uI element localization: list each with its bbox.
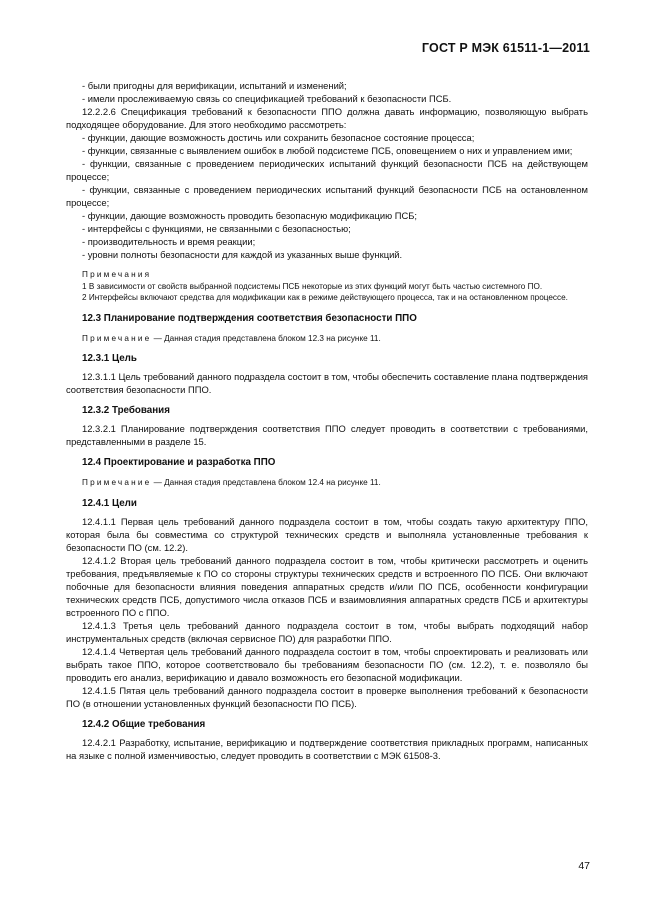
list-item: - имели прослеживаемую связь со спецификацией требований к безопасности ПСБ. (82, 93, 452, 104)
section-heading-12-3: 12.3 Планирование подтверждения соответствия безопасности ППО (82, 312, 417, 324)
stage-note: Примечание — Данная стадия представлена блоком 12.3 на рисунке 11. (82, 333, 381, 343)
document-body (66, 79, 588, 762)
paragraph-12-2-2-6: 12.2.2.6 Спецификация требований к безопасности ППО должна давать информацию, позволяющую выбрать подходящее оборудование. Для этого необходимо рассмотреть: (66, 106, 588, 130)
notes-heading: Примечания (82, 270, 152, 279)
goal-paragraph: 12.4.1.2 Вторая цель требований данного подраздела состоит в том, чтобы критически рассмотреть и оценить требования, предъявляемые к ПО со стороны структуры технических средств и встроенного ПО ПСБ. Они включают побочные для безопасности влияния поведения аппаратных средств и/или ПО ПСБ, особенности конфигурации технических средств ПСБ, допустимого числа отказов ПСБ и взаимовлияния аппаратных средств ПСБ и архитектуры встроенного ПО с ППО. (66, 554, 588, 618)
subsection-heading-12-3-1: 12.3.1 Цель (82, 353, 137, 365)
paragraph-12-3-1-1: 12.3.1.1 Цель требований данного подраздела состоит в том, чтобы обеспечить составление плана подтверждения соответствия безопасности ППО. (66, 371, 589, 396)
subsection-heading-12-3-2: 12.3.2 Требования (82, 405, 170, 417)
document-header: ГОСТ Р МЭК 61511-1—2011 (421, 41, 590, 55)
list-item: - функции, дающие возможность проводить безопасную модификацию ПСБ; (82, 210, 417, 221)
stage-note: Примечание — Данная стадия представлена блоком 12.4 на рисунке 11. (82, 478, 381, 488)
list-item: - функции, связанные с проведением периодических испытаний функций безопасности ПСБ на остановленном процессе; (66, 184, 588, 208)
list-item: - функции, дающие возможность достичь или сохранить безопасное состояние процесса; (82, 132, 475, 143)
goal-paragraph: 12.4.1.5 Пятая цель требований данного подраздела состоит в проверке выполнения требований к безопасности ПО (в отношении установленных функций безопасности ПО ПСБ). (66, 684, 588, 709)
list-item: - функции, связанные с проведением периодических испытаний функций безопасности ПСБ на действующем процессе; (66, 158, 588, 182)
page-number: 47 (578, 860, 590, 872)
list-item: - были пригодны для верификации, испытаний и изменений; (82, 80, 347, 91)
subsection-heading-12-4-2: 12.4.2 Общие требования (82, 718, 206, 730)
list-item: - производительность и время реакции; (82, 236, 256, 247)
list-item: - функции, связанные с выявлением ошибок в любой подсистеме ПСБ, оповещением о них и управлением ими; (82, 145, 573, 156)
note-item: 2 Интерфейсы включают средства для модификации как в режиме действующего процесса, так и на остановленном процессе. (82, 293, 568, 303)
goal-paragraph: 12.4.1.1 Первая цель требований данного подраздела состоит в том, чтобы создать такую архитектуру ППО, которая была бы совместима со структурой технических средств и выполняла установленные требования к безопасности ПО (см. 12.2). (66, 515, 588, 553)
goal-paragraph: 12.4.1.3 Третья цель требований данного подраздела состоит в том, чтобы выбрать подходящий набор инструментальных средств (включая сервисное ПО) для разработки ППО. (66, 619, 588, 644)
note-item: 1 В зависимости от свойств выбранной подсистемы ПСБ некоторые из этих функций могут быть частью системного ПО. (82, 281, 543, 291)
paragraph-12-4-2-1: 12.4.2.1 Разработку, испытание, верификацию и подтверждение соответствия прикладных программ, написанных на языке с полной изменчивостью, следует проводить в соответствии с МЭК 61508-3. (66, 736, 588, 761)
list-item: - интерфейсы с функциями, не связанными с безопасностью; (82, 223, 351, 234)
section-heading-12-4: 12.4 Проектирование и разработка ППО (82, 457, 276, 469)
paragraph-12-3-2-1: 12.3.2.1 Планирование подтверждения соответствия ППО следует проводить в соответствии с требованиями, представленными в разделе 15. (66, 423, 588, 448)
list-item: - уровни полноты безопасности для каждой из указанных выше функций. (82, 249, 403, 260)
subsection-heading-12-4-1: 12.4.1 Цели (82, 497, 137, 509)
goal-paragraph: 12.4.1.4 Четвертая цель требований данного подраздела состоит в том, чтобы спроектировать и реализовать или выбрать такое ППО, которое соответствовало бы требованиям безопасности ПО (см. 12.2), т. е. позволяло бы проводить его анализ, верификацию и давало возможность его безопасной модификации. (66, 645, 588, 683)
